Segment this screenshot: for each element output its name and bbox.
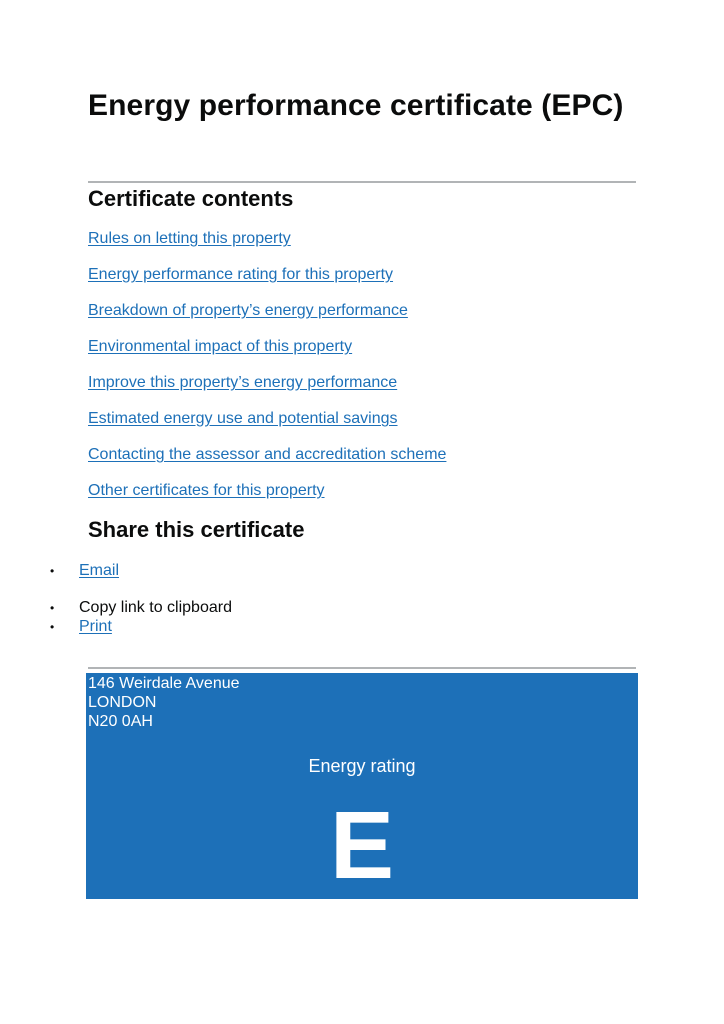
list-item — [88, 337, 446, 373]
address-line-1: 146 Weirdale Avenue — [88, 675, 240, 692]
link-breakdown-energy-performance[interactable]: Breakdown of property’s energy performance — [88, 302, 408, 319]
energy-rating-label: Energy rating — [308, 756, 416, 776]
energy-rating-panel — [86, 673, 638, 899]
copy-link-button[interactable]: Copy link to clipboard — [79, 599, 232, 616]
section-divider-bottom — [88, 667, 636, 669]
section-divider-top — [88, 181, 636, 183]
share-copy-item — [50, 598, 232, 618]
bullet-icon: • — [50, 564, 55, 578]
certificate-contents-heading: Certificate contents — [88, 186, 294, 211]
address-postcode: N20 0AH — [88, 713, 153, 730]
property-address — [88, 674, 240, 731]
link-improve-energy-performance[interactable]: Improve this property’s energy performance — [88, 374, 398, 391]
list-item — [88, 301, 446, 337]
share-print-item — [50, 617, 112, 637]
share-certificate-heading: Share this certificate — [88, 517, 305, 542]
link-environmental-impact[interactable]: Environmental impact of this property — [88, 338, 353, 355]
list-item — [88, 229, 446, 265]
list-item — [88, 445, 446, 481]
list-item — [88, 265, 446, 301]
page-title: Energy performance certificate (EPC) — [88, 89, 624, 122]
link-contacting-assessor[interactable]: Contacting the assessor and accreditation scheme — [88, 446, 447, 463]
list-item — [88, 409, 446, 445]
link-rules-on-letting[interactable]: Rules on letting this property — [88, 230, 291, 247]
share-print-link[interactable]: Print — [79, 618, 112, 635]
share-email-link[interactable]: Email — [79, 562, 120, 579]
list-item — [88, 373, 446, 409]
link-other-certificates[interactable]: Other certificates for this property — [88, 482, 325, 499]
list-item — [88, 481, 446, 517]
link-energy-performance-rating[interactable]: Energy performance rating for this property — [88, 266, 394, 283]
certificate-contents-list — [88, 229, 446, 517]
bullet-icon: • — [50, 601, 55, 615]
link-estimated-energy-use[interactable]: Estimated energy use and potential savings — [88, 410, 398, 427]
bullet-icon: • — [50, 620, 55, 634]
share-email-item — [50, 561, 119, 581]
address-line-2: LONDON — [88, 694, 157, 711]
energy-rating-letter: E — [329, 792, 395, 899]
